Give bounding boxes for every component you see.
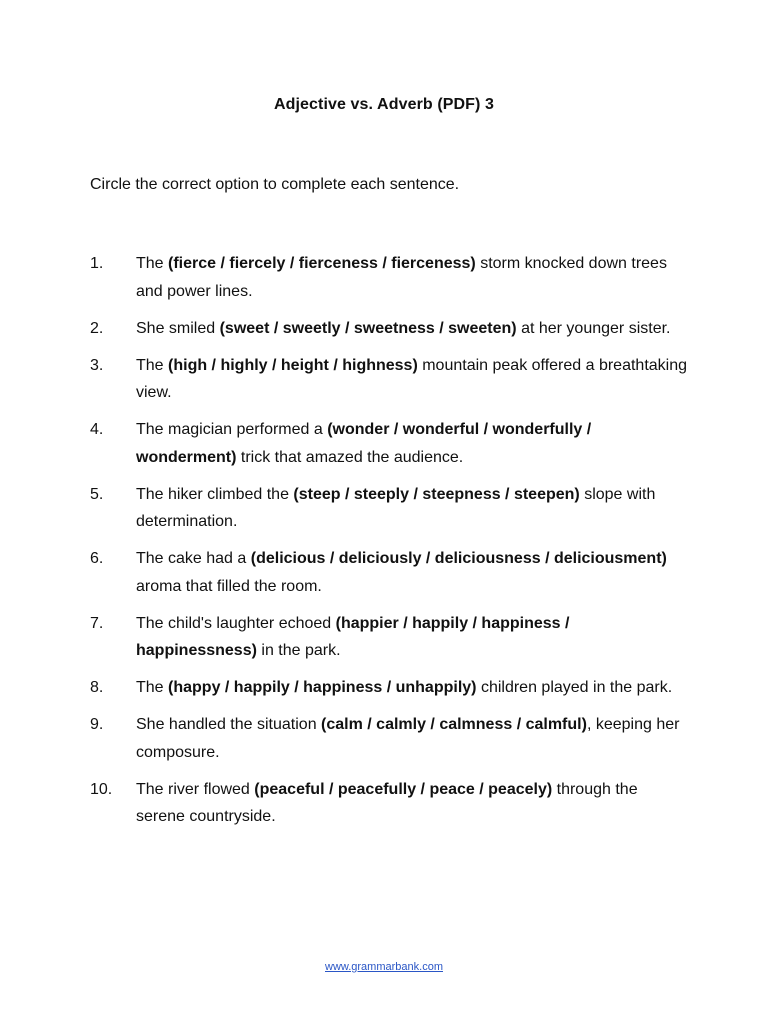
- list-item: [90, 481, 690, 536]
- item-number: 2.: [90, 319, 104, 337]
- page-title: Adjective vs. Adverb (PDF) 3: [273, 96, 495, 113]
- sentence-end: slope with determination.: [136, 485, 656, 530]
- sentence-start: She smiled: [136, 319, 220, 337]
- footer: [0, 961, 768, 973]
- instruction-text: Circle the correct option to complete each sentence.: [90, 176, 460, 193]
- list-item: [90, 610, 690, 665]
- sentence-start: The cake had a: [136, 550, 251, 567]
- sentence-start: The river flowed: [136, 780, 255, 798]
- item-number: 10.: [90, 780, 113, 798]
- sentence-end: through the serene countryside.: [136, 780, 638, 825]
- sentence-start: The child's laughter echoed: [136, 614, 336, 632]
- sentence-start: The: [136, 679, 169, 696]
- item-number: 5.: [90, 485, 104, 503]
- sentence-end: at her younger sister.: [516, 319, 671, 337]
- sentence-start: The: [136, 255, 169, 272]
- answer-options: (happy / happily / happiness / unhappily): [168, 679, 477, 696]
- sentence-end: in the park.: [256, 642, 341, 659]
- sentence-end: , keeping her composure.: [136, 716, 680, 761]
- answer-options: (fierce / fiercely / fierceness / fierceness): [168, 255, 476, 272]
- answer-options: (high / highly / height / highness): [168, 356, 418, 374]
- item-number: 4.: [90, 421, 104, 438]
- sentence-start: The magician performed a: [136, 421, 328, 438]
- website-link[interactable]: www.grammarbank.com: [325, 961, 443, 973]
- sentence-end: storm knocked down trees and power lines.: [136, 255, 667, 300]
- item-number: 7.: [90, 614, 104, 632]
- item-number: 8.: [90, 679, 104, 696]
- exercise-list: [90, 250, 690, 840]
- sentence-start: The hiker climbed the: [136, 485, 294, 503]
- sentence-start: She handled the situation: [136, 716, 322, 733]
- item-number: 3.: [90, 356, 104, 374]
- item-number: 6.: [90, 550, 104, 567]
- answer-options: (happier / happily / happiness / happinessness): [136, 614, 570, 659]
- answer-options: (calm / calmly / calmness / calmful): [321, 716, 587, 733]
- answer-options: (delicious / deliciously / deliciousness / deliciousment): [250, 550, 667, 567]
- list-item: [90, 416, 690, 471]
- answer-options: (sweet / sweetly / sweetness / sweeten): [219, 319, 517, 337]
- list-item: [90, 776, 690, 831]
- sentence-end: children played in the park.: [476, 679, 673, 696]
- list-item: [90, 674, 690, 702]
- list-item: [90, 315, 690, 343]
- item-number: 1.: [90, 255, 104, 272]
- sentence-end: mountain peak offered a breathtaking view.: [136, 356, 688, 401]
- list-item: [90, 711, 690, 766]
- answer-options: (steep / steeply / steepness / steepen): [293, 485, 580, 503]
- list-item: [90, 250, 690, 305]
- answer-options: (wonder / wonderful / wonderfully / wonderment): [136, 421, 592, 466]
- sentence-start: The: [136, 356, 169, 374]
- answer-options: (peaceful / peacefully / peace / peacely): [254, 780, 553, 798]
- sentence-end: trick that amazed the audience.: [236, 448, 464, 466]
- item-number: 9.: [90, 716, 104, 733]
- list-item: [90, 545, 690, 600]
- sentence-end: aroma that filled the room.: [136, 577, 322, 595]
- list-item: [90, 352, 690, 407]
